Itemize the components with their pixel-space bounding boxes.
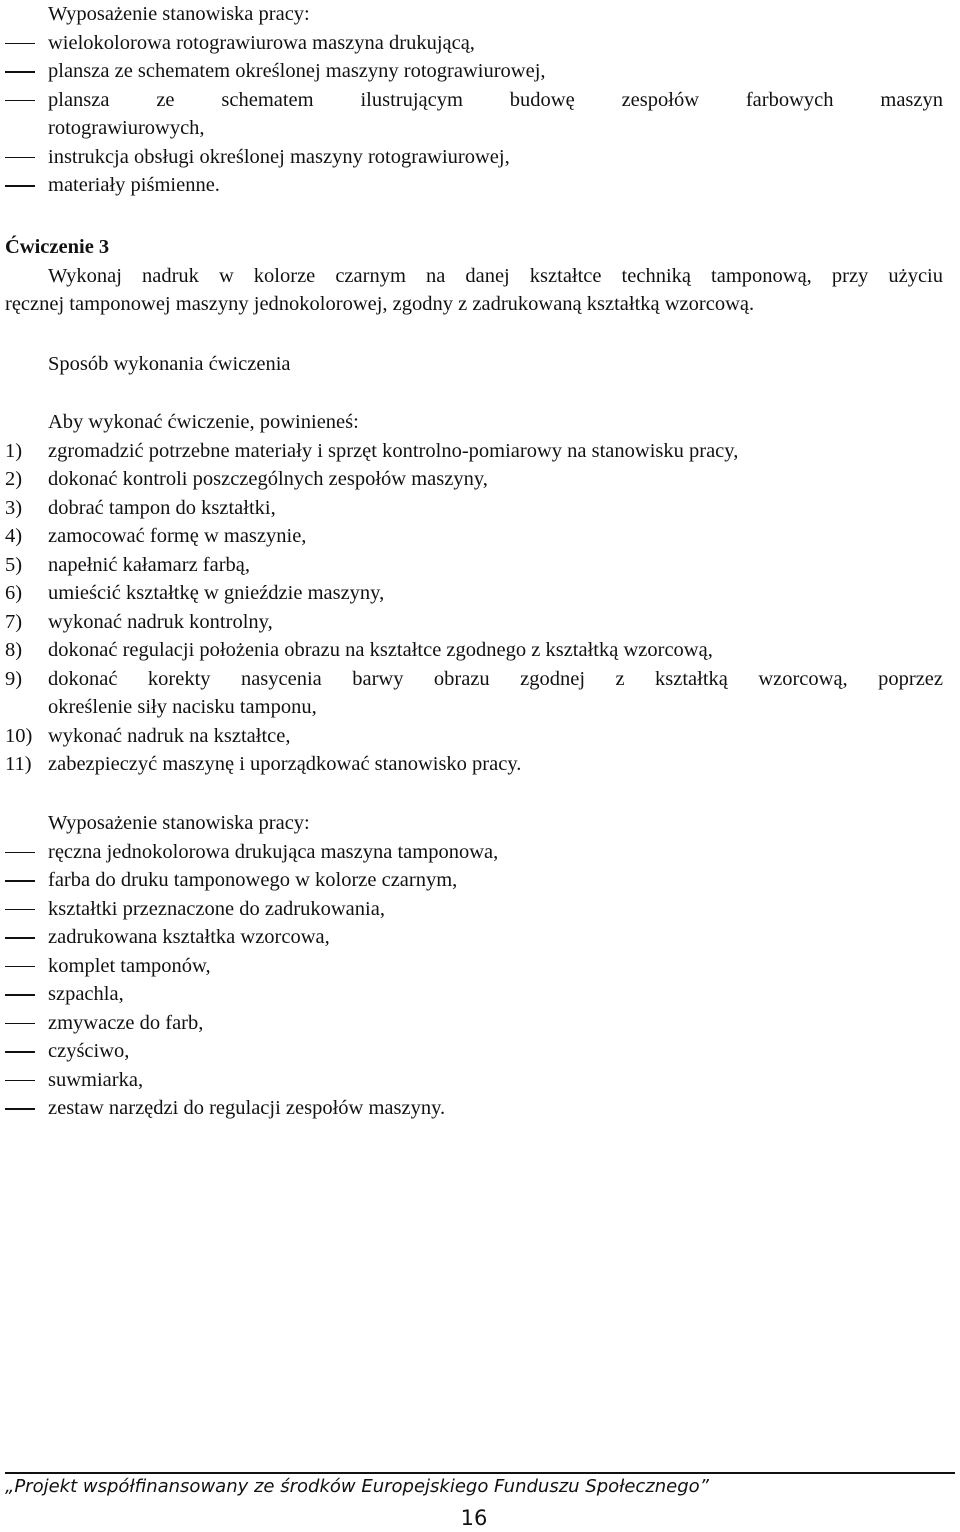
dash-bullet-icon — [5, 937, 35, 939]
steps-section — [5, 408, 943, 779]
list-item: ręczna jednokolorowa drukująca maszyna tamponowa, — [5, 838, 943, 867]
dash-bullet-icon — [5, 71, 35, 73]
list-item: zmywacze do farb, — [5, 1009, 943, 1038]
dash-bullet-icon — [5, 966, 35, 968]
list-item: kształtki przeznaczone do zadrukowania, — [5, 895, 943, 924]
step-item: 5) napełnić kałamarz farbą, — [5, 553, 251, 576]
list-item: farba do druku tamponowego w kolorze czarnym, — [5, 866, 943, 895]
equipment-title: Wyposażenie stanowiska pracy: — [48, 3, 310, 25]
step-item-continuation: określenie siły nacisku tamponu, — [48, 696, 317, 718]
step-item: 7) wykonać nadruk kontrolny, — [5, 610, 273, 633]
list-item: szpachla, — [5, 980, 943, 1009]
method-title-block — [5, 350, 943, 379]
dash-bullet-icon — [5, 909, 35, 911]
step-item: 1) zgromadzić potrzebne materiały i sprzęt kontrolno-pomiarowy na stanowisku pracy, — [5, 439, 739, 462]
dash-bullet-icon — [5, 1080, 35, 1082]
equipment-section-2 — [5, 809, 943, 1123]
exercise-description-line: Wykonaj nadruk w kolorze czarnym na danej kształtce techniką tamponową, przy użyciu — [48, 264, 943, 287]
equipment-section-1 — [5, 0, 943, 200]
dash-bullet-icon — [5, 185, 35, 187]
method-title: Sposób wykonania ćwiczenia — [48, 353, 291, 375]
step-item: 3) dobrać tampon do kształtki, — [5, 496, 276, 519]
dash-bullet-icon — [5, 994, 35, 996]
step-item: 11) zabezpieczyć maszynę i uporządkować stanowisko pracy. — [5, 753, 522, 775]
dash-bullet-icon — [5, 1108, 35, 1110]
dash-bullet-icon — [5, 1023, 35, 1025]
list-item: instrukcja obsługi określonej maszyny rotograwiurowej, — [5, 143, 943, 172]
dash-bullet-icon — [5, 1051, 35, 1053]
list-item: zadrukowana kształtka wzorcowa, — [5, 923, 943, 952]
list-item: materiały piśmienne. — [5, 171, 943, 200]
dash-bullet-icon — [5, 880, 35, 882]
list-item: czyściwo, — [5, 1037, 943, 1066]
list-item-continuation: rotograwiurowych, — [48, 117, 205, 139]
exercise-heading: Ćwiczenie 3 — [5, 236, 110, 258]
dash-bullet-icon — [5, 100, 35, 102]
step-item: 6) umieścić kształtkę w gnieździe maszyny, — [5, 582, 385, 604]
list-item: komplet tamponów, — [5, 952, 943, 981]
footer-text: „Projekt współfinansowany ze środków Europejskiego Funduszu Społecznego” — [5, 1476, 709, 1497]
dash-bullet-icon — [5, 43, 35, 45]
step-item: 10) wykonać nadruk na kształtce, — [5, 724, 291, 747]
equipment-title: Wyposażenie stanowiska pracy: — [48, 812, 310, 834]
dash-bullet-icon — [5, 157, 35, 159]
step-item: 2) dokonać kontroli poszczególnych zespołów maszyny, — [5, 468, 488, 490]
page-number: 16 — [460, 1506, 488, 1530]
dash-bullet-icon — [5, 852, 35, 854]
exercise-section — [5, 233, 943, 319]
list-item: wielokolorowa rotograwiurowa maszyna drukującą, — [5, 29, 943, 58]
step-item: 8) dokonać regulacji położenia obrazu na kształtce zgodnego z kształtką wzorcową, — [5, 639, 713, 661]
list-item: plansza ze schematem ilustrującym budowę zespołów farbowych maszyn — [5, 86, 943, 115]
list-item: plansza ze schematem określonej maszyny rotograwiurowej, — [5, 57, 943, 86]
list-item: suwmiarka, — [5, 1066, 943, 1095]
step-item: 9) dokonać korekty nasycenia barwy obrazu zgodnej z kształtką wzorcową, poprzez — [5, 667, 943, 690]
step-item: 4) zamocować formę w maszynie, — [5, 525, 307, 547]
exercise-description-line: ręcznej tamponowej maszyny jednokolorowej, zgodny z zadrukowaną kształtką wzorcową. — [5, 293, 755, 315]
steps-intro: Aby wykonać ćwiczenie, powinieneś: — [48, 411, 359, 433]
list-item: zestaw narzędzi do regulacji zespołów maszyny. — [5, 1094, 943, 1123]
